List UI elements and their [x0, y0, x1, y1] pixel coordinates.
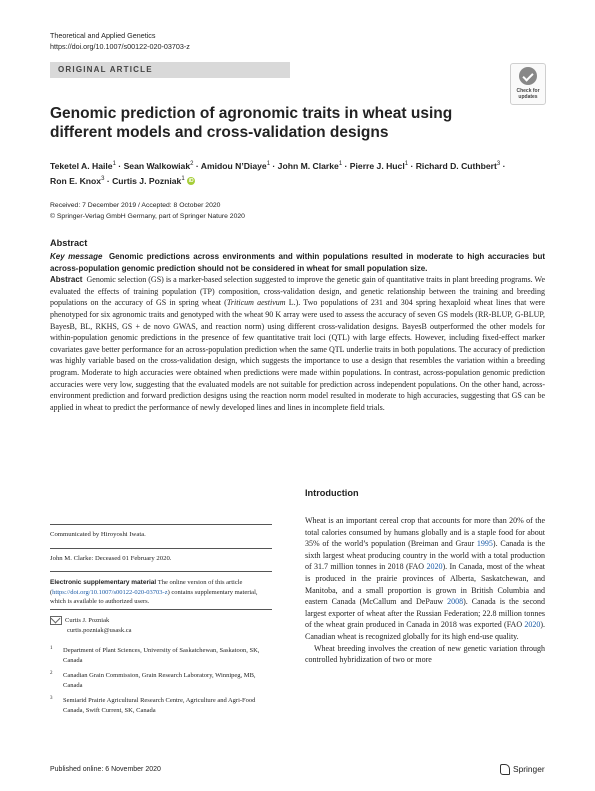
esm-label: Electronic supplementary material	[50, 579, 157, 586]
abstract-text-b: L.). Two populations of 231 and 304 spring hexaploid wheat lines that were phenotyped for six agronomic traits and genotyped with the wheat 90 K array were used to assess the accuracy of seven GS models (RR-BLUP, G-BLUP, BayesB, BL, RKHS, GS + de novo GWAS, and reaction norm) using different cross-validation designs. BayesB outperformed the other models for within-population genomic predictions in the presence of few quantitative trait loci (QTL) with large effects. However, including fixed-effect marker covariates gave better performance for an across-population prediction when the same QTL underlie traits in both populations. The accuracy of prediction was highly variable based on the cross-validation design, which suggests the importance to use a design that resembles the variation within a breeding program. Moderate to high accuracies were obtained when predictions were made within populations. In contrast, across-population genomic prediction accuracies were very low, suggesting that the evaluated models are not suitable for prediction across independent populations. On the other hand, across-environment prediction and forward prediction designs using the reaction norm model resulted in moderate to high accuracies, suggesting that GS can be applied in wheat to predict the performance of newly developed lines and lines in incomplete field trials.	[50, 298, 546, 412]
citation-link[interactable]: 1995	[476, 539, 493, 549]
citation-link[interactable]: 2020	[426, 562, 443, 572]
received-accepted: Received: 7 December 2019 / Accepted: 8 October 2020	[50, 202, 221, 209]
deceased-note: John M. Clarke: Deceased 01 February 2020.	[50, 555, 172, 562]
affiliation: 1 Department of Plant Sciences, University of Saskatchewan, Saskatoon, SK, Canada	[50, 646, 260, 664]
footnote-divider	[50, 609, 272, 610]
publisher-logo: Springer	[500, 764, 545, 775]
published-online: Published online: 6 November 2020	[50, 766, 161, 773]
author[interactable]: John M. Clarke$^1$	[277, 160, 343, 171]
author[interactable]: Pierre J. Hucl$^1$	[349, 160, 409, 171]
author[interactable]: Sean Walkowiak$^2$	[123, 160, 194, 171]
journal-doi[interactable]: https://doi.org/10.1007/s00122-020-03703-z	[50, 42, 190, 51]
check-updates-icon	[519, 67, 537, 85]
affiliation: 2 Canadian Grain Commission, Grain Research Laboratory, Winnipeg, MB, Canada	[50, 671, 256, 689]
check-for-updates-badge[interactable]	[510, 63, 546, 105]
key-message-label: Key message	[50, 252, 103, 261]
abstract-label: Abstract	[50, 275, 83, 285]
introduction-heading: Introduction	[305, 488, 359, 498]
contact-email[interactable]: curtis.pozniak@usask.ca	[67, 626, 132, 634]
orcid-icon[interactable]: iD	[188, 178, 194, 185]
corresponding-author	[50, 616, 131, 635]
abstract-heading: Abstract	[50, 238, 88, 248]
footnote-divider	[50, 571, 272, 572]
copyright: © Springer-Verlag GmbH Germany, part of Springer Nature 2020	[50, 213, 245, 220]
author[interactable]: Amidou N’Diaye$^1$	[200, 160, 271, 171]
footnote-divider	[50, 524, 272, 525]
communicated-by: Communicated by Hiroyoshi Iwata.	[50, 531, 146, 538]
author[interactable]: Teketel A. Haile$^1$	[50, 160, 116, 171]
author-list: Teketel A. Haile$^1$ · Sean Walkowiak$^2$ · Amidou N’Diaye$^1$ · John M. Clarke$^1$ · Pierre J. Hucl$^1$ · Richard D. Cuthbert$^3$ · Ron E. Knox$^3$ · Curtis J. Pozniak$^1$ iD	[50, 160, 506, 186]
introduction-body	[305, 515, 545, 666]
check-updates-label: Check for updates	[516, 88, 540, 100]
journal-header	[50, 30, 190, 52]
contact-name: Curtis J. Pozniak	[65, 617, 110, 624]
author[interactable]: Ron E. Knox$^3$	[50, 175, 105, 186]
species-name: Triticum aestivum	[226, 298, 286, 308]
article-dates	[50, 200, 245, 222]
citation-link[interactable]: 2008	[447, 597, 464, 607]
section-label-bar	[50, 62, 290, 78]
citation-link[interactable]: 2020	[524, 620, 541, 630]
article-title: Genomic prediction of agronomic traits in wheat using different models and cross-validation designs	[50, 105, 453, 141]
journal-name: Theoretical and Applied Genetics	[50, 31, 156, 40]
key-message-text: Genomic predictions across environments and within populations resulted in moderate to high accuracies but across-population genomic prediction should not be considered in wheat for small population size.	[50, 252, 546, 273]
affiliation: 3 Semiarid Prairie Agricultural Research Centre, Agriculture and Agri-Food Canada, Swift Current, SK, Canada	[50, 696, 256, 714]
intro-paragraph: Wheat is an important cereal crop that accounts for more than 20% of the total calories consumed by humans globally and is a staple food for about 35% of the world’s population (Breiman and Graur 1995). Canada is the sixth largest wheat producing country in the world with a total production of 31.7 million tonnes in 2018 (FAO 2020). In Canada, most of the wheat is produced in the prairie provinces of Alberta, Saskatchewan, and Manitoba, and a small proportion is grown in British Columbia and eastern Canada (McCallum and DePauw 2008). Canada is the second largest exporter of wheat after the Russian Federation; 22.8 million tonnes of the wheat grain produced in Canada in 2018 was exported (FAO 2020). Canadian wheat is recognized globally for its high end-use quality.	[305, 516, 545, 641]
intro-paragraph: Wheat breeding involves the creation of new genetic variation through controlled hybridization of two or more	[305, 643, 545, 665]
esm-link[interactable]: https://doi.org/10.1007/s00122-020-03703-z	[52, 588, 168, 596]
section-label: ORIGINAL ARTICLE	[58, 65, 153, 74]
esm-note: Electronic supplementary material The online version of this article (https://doi.org/10.1007/s00122-020-03703-z) contains supplementary material, which is available to authorized users.	[50, 579, 258, 606]
abstract-body	[50, 251, 545, 413]
springer-horse-icon	[500, 764, 510, 775]
author[interactable]: Curtis J. Pozniak$^1$	[112, 175, 185, 186]
email-envelope-icon	[50, 616, 62, 625]
footnote-divider	[50, 548, 272, 549]
author[interactable]: Richard D. Cuthbert$^3$	[415, 160, 501, 171]
abstract-text-a: Genomic selection (GS) is a marker-based selection suggested to improve the genetic gain of quantitative traits in plant breeding programs. We evaluated the effects of training population (TP) composition, cross-validation design, and genetic relationship between the training and breeding populations on the accuracy of GS in spring wheat (	[50, 275, 546, 308]
